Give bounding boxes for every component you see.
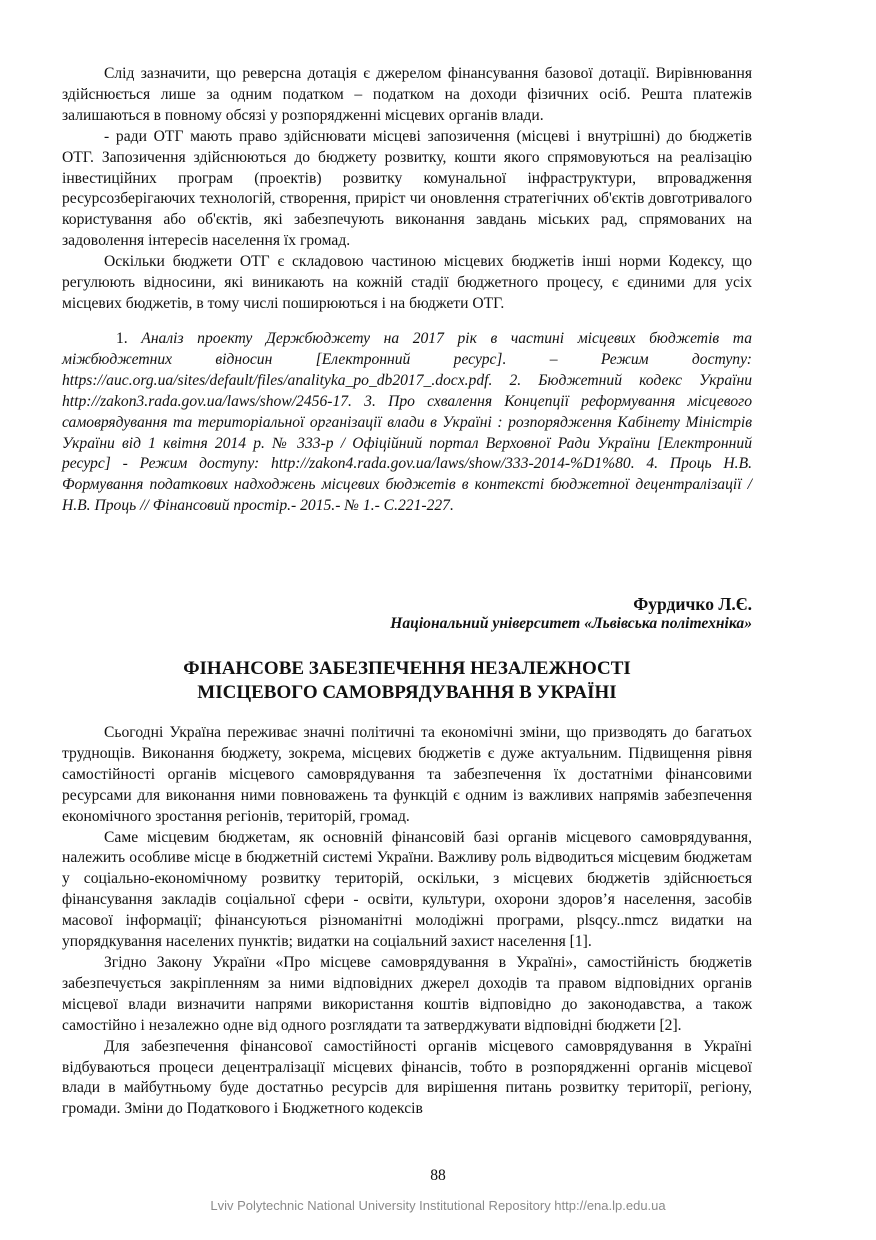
reference-entries: Аналіз проекту Держбюджету на 2017 рік в частині місцевих бюджетів та міжбюджетних відносин [Електронний ресурс]. – Режим доступу: https://auc.org.ua/sites/default/files/analityka_po_db2017_.docx.pdf. 2. Бюджетний кодекс України http://zakon3.rada.gov.ua/laws/show/2456-17. 3. Про схвалення Концепції реформування місцевого самоврядування та територіальної організації влади в Україні : розпорядження Кабінету Міністрів України від 1 квітня 2014 р. № 333-р / Офіційний портал Верховної Ради України [Електронний ресурс] - Режим доступу: http://zakon4.rada.gov.ua/laws/show/333-2014-%D1%80. 4. Проць Н.В. Формування податкових надходжень місцевих бюджетів в контексті бюджетної децентралізації / Н.В. Проць // Фінансовий простір.- 2015.- № 1.- С.221-227. (62, 330, 752, 515)
author-name: Фурдичко Л.Є. (633, 594, 752, 614)
previous-article-continuation (62, 64, 752, 315)
body-paragraph: Саме місцевим бюджетам, як основній фінансовій базі органів місцевого самоврядування, належить особливе місце в бюджетній системі України. Важливу роль відводиться місцевим бюджетам у соціально-економічному розвитку територій, оскільки, з місцевих бюджетів здійснюється фінансування закладів соціальної сфери - освіти, культури, охорони здоров’я населення, засобів масової інформації; фінансуються різноманітні молодіжні програми, plsqcy..nmcz видатки на упорядкування населених пунктів; видатки на соціальний захист населення [1]. (62, 828, 752, 951)
references-list (62, 329, 752, 517)
reference-number: 1. (116, 330, 128, 347)
body-paragraph: Слід зазначити, що реверсна дотація є джерелом фінансування базової дотації. Вирівнювання здійснюється лише за одним податком – податком на доходи фізичних осіб. Решта платежів залишаються в повному обсязі у розпорядженні місцевих органів влади. (62, 65, 752, 124)
body-paragraph: Сьогодні Україна переживає значні політичні та економічні зміни, що призводять до багатьох труднощів. Виконання бюджету, зокрема, місцевих бюджетів є дуже актуальним. Підвищення рівня самостійності органів місцевого самоврядування та забезпечення їх достатніми фінансовими ресурсами для виконання ними повноважень та функцій є одним із важливих напрямів забезпечення економічного зростання регіонів, територій, громад. (62, 724, 752, 825)
page-number: 88 (430, 1167, 446, 1184)
body-paragraph: Згідно Закону України «Про місцеве самоврядування в Україні», самостійність бюджетів забезпечується закріпленням за ними відповідних джерел доходів та правом відповідних органів місцевої влади визначити напрями використання коштів відповідно до законодавства, а також самостійно і незалежно одне від одного розглядати та затверджувати відповідні бюджети [2]. (62, 953, 752, 1034)
article-body (62, 723, 752, 1120)
title-line: МІСЦЕВОГО САМОВРЯДУВАННЯ В УКРАЇНІ (197, 681, 617, 703)
title-line: ФІНАНСОВЕ ЗАБЕЗПЕЧЕННЯ НЕЗАЛЕЖНОСТІ (183, 658, 631, 679)
article-title (62, 657, 752, 704)
references-text (62, 329, 752, 517)
author-affiliation: Національний університет «Львівська політехніка» (390, 615, 752, 632)
body-paragraph: Оскільки бюджети ОТГ є складовою частиною місцевих бюджетів інші норми Кодексу, що регулюють відносини, які виникають на кожній стадії бюджетного процесу, є єдиними для усіх місцевих бюджетів, в тому числі поширюються і на бюджети ОТГ. (62, 253, 752, 312)
body-paragraph: Для забезпечення фінансової самостійності органів місцевого самоврядування в Україні відбуваються процеси децентралізації місцевих фінансів, тобто в розпорядженні органів місцевої влади в майбутньому буде достатньо ресурсів для вирішення питань розвитку території, регіону, громади. Зміни до Податкового і Бюджетного кодексів (62, 1037, 752, 1118)
body-paragraph: - ради ОТГ мають право здійснювати місцеві запозичення (місцеві і внутрішні) до бюджетів ОТГ. Запозичення здійснюються до бюджету розвитку, кошти якого спрямовуються на реалізацію інвестиційних програм (проектів) розвитку комунальної інфраструктури, впровадження ресурсозберігаючих технологій, створення, приріст чи оновлення стратегічних об'єктів довготривалого користування або об'єктів, які забезпечують виконання завдань міських рад, спрямованих на задоволення інтересів населення їх громад. (62, 127, 752, 250)
repository-footer: Lviv Polytechnic National University Institutional Repository http://ena.lp.edu.ua (210, 1198, 666, 1213)
